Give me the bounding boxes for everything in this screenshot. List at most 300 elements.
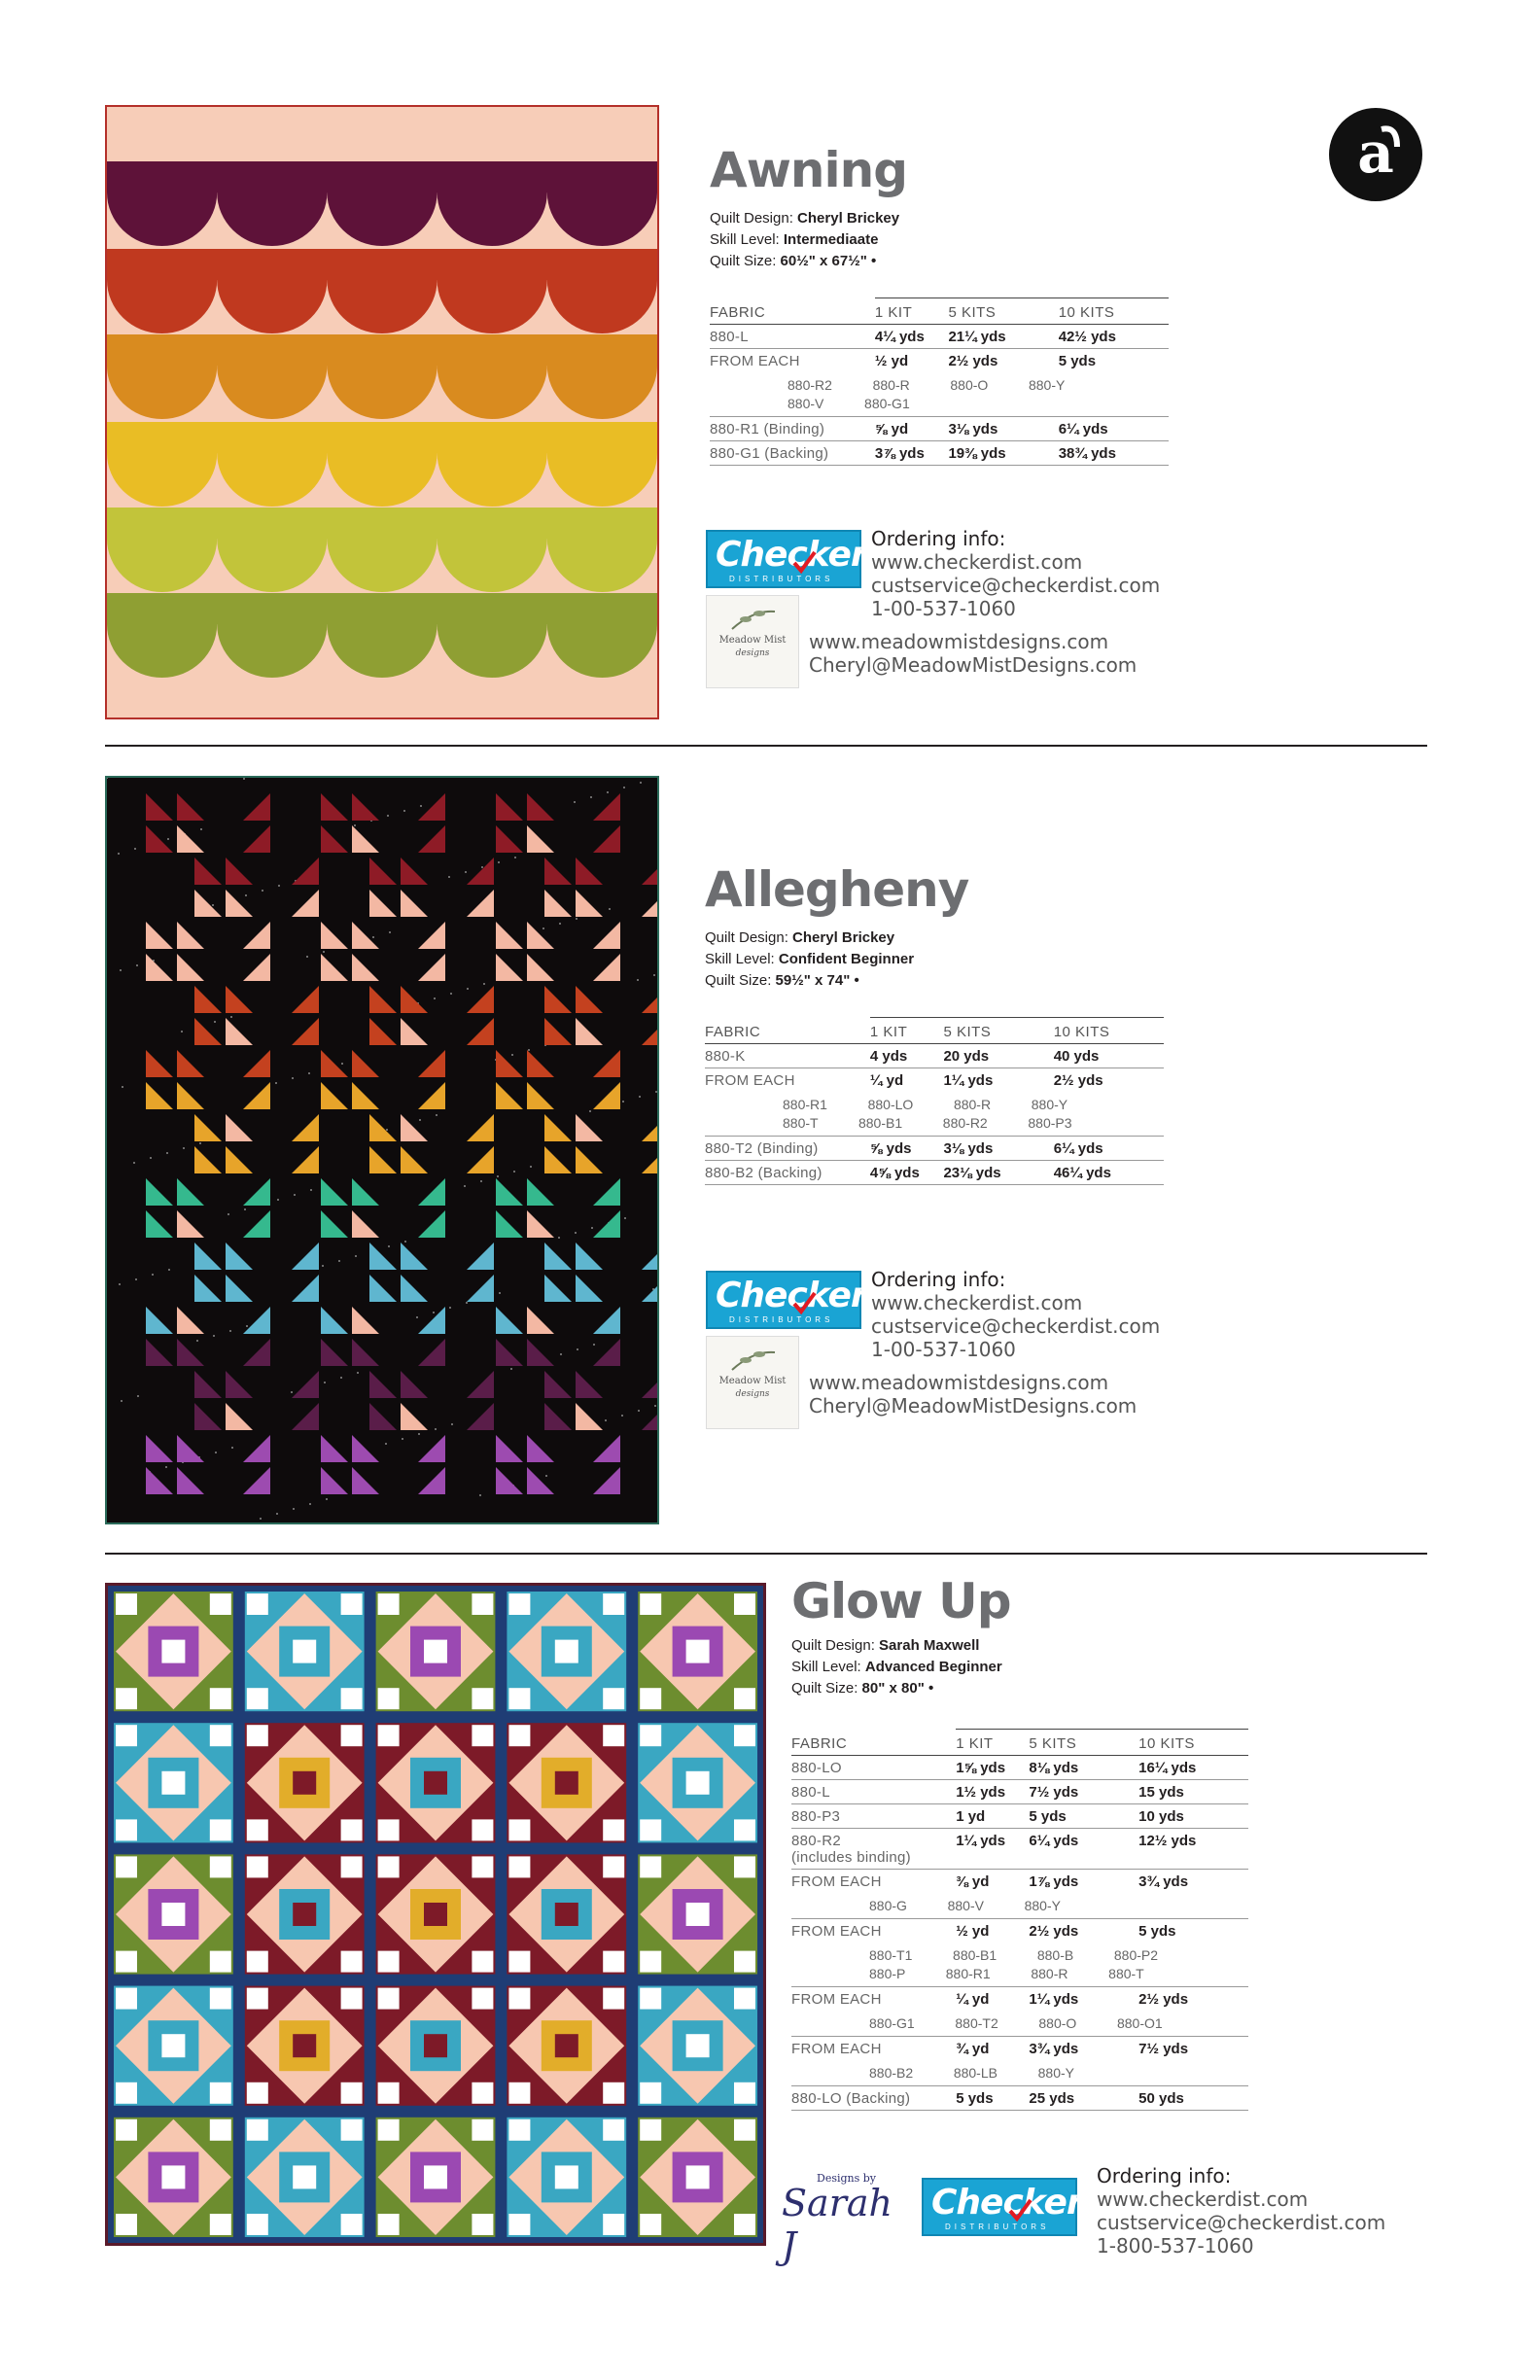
quilt-center-dot <box>293 2165 316 2188</box>
yardage-cell: 15 yds <box>1138 1780 1248 1804</box>
quilt-corner-square <box>640 1725 661 1746</box>
yardage-cell: 2½ yds <box>1138 1991 1189 2008</box>
meadow-mist-logo <box>706 595 799 688</box>
design-label: Quilt Design: <box>710 210 793 227</box>
quilt-center-dot <box>293 1640 316 1663</box>
quilt-corner-square <box>603 1819 624 1840</box>
star-speck <box>165 1466 167 1468</box>
quilt-corner-square <box>378 1951 400 1973</box>
fabric-cell <box>710 349 875 373</box>
quilt-corner-square <box>472 1725 493 1746</box>
quilt-corner-square <box>341 1856 363 1877</box>
checkmark-icon <box>791 549 817 575</box>
quilt-corner-square <box>247 1725 268 1746</box>
column-header: FABRIC <box>791 1730 956 1756</box>
star-speck <box>292 1077 294 1079</box>
quilt-title: Allegheny <box>705 861 969 918</box>
awning-band <box>107 508 657 539</box>
fabric-subcodes-cell <box>791 2060 1248 2086</box>
star-speck <box>560 1353 562 1355</box>
star-speck <box>640 782 642 784</box>
star-speck <box>388 1245 390 1247</box>
quilt-corner-square <box>116 2214 137 2235</box>
skill-label: Skill Level: <box>705 951 775 967</box>
fabric-subcodes-cell <box>710 372 1169 417</box>
fabric-subcodes-row <box>791 2011 1248 2037</box>
awning-quilt-image <box>105 105 659 719</box>
star-speck <box>542 928 544 929</box>
star-speck <box>576 918 578 920</box>
quilt-corner-square <box>508 1988 530 2010</box>
star-speck <box>418 1433 420 1435</box>
fabric-code: FROM EACH <box>705 1072 795 1089</box>
quilt-corner-square <box>247 1856 268 1877</box>
table-row <box>791 2086 1248 2111</box>
star-speck <box>310 1189 312 1191</box>
table-row <box>791 1756 1248 1780</box>
quilt-corner-square <box>116 1819 137 1840</box>
yardage-cell: 50 yds <box>1138 2086 1248 2111</box>
star-speck <box>402 1438 403 1440</box>
quilt-corner-square <box>210 1725 231 1746</box>
designer-name: Cheryl Brickey <box>797 210 900 227</box>
skill-label: Skill Level: <box>791 1659 861 1675</box>
quilt-corner-square <box>116 1725 137 1746</box>
star-speck <box>467 988 469 990</box>
yardage-cell: 19⅜ yds <box>948 441 1058 466</box>
quilt-corner-square <box>210 1951 231 1973</box>
quilt-corner-square <box>247 1688 268 1709</box>
star-speck <box>181 1031 183 1032</box>
quilt-size: 60½" x 67½" • <box>780 253 877 269</box>
star-speck <box>654 1405 656 1407</box>
quilt-corner-square <box>341 1819 363 1840</box>
star-speck <box>403 810 405 812</box>
fabric-code: 880-LO <box>791 1760 842 1776</box>
quilt-corner-square <box>603 2119 624 2141</box>
fabric-code: 880-B2 (Backing) <box>705 1165 822 1181</box>
quilt-title: Awning <box>710 142 908 198</box>
skill-label: Skill Level: <box>710 231 780 248</box>
yardage-cell: 16¼ yds <box>1138 1756 1248 1780</box>
star-speck <box>133 1162 135 1164</box>
star-speck <box>341 1063 343 1065</box>
quilt-corner-square <box>734 1725 755 1746</box>
star-speck <box>262 890 263 892</box>
quilt-corner-square <box>378 1593 400 1615</box>
quilt-corner-square <box>508 1593 530 1615</box>
fabric-subcodes: 880-B2 880-LB 880-Y <box>869 2065 1074 2081</box>
quilt-corner-square <box>508 2119 530 2141</box>
yardage-cell: ¼ yd <box>869 1072 904 1089</box>
quilt-corner-square <box>247 2082 268 2104</box>
star-speck <box>465 871 467 873</box>
quilt-corner-square <box>508 1725 530 1746</box>
awning-band <box>107 161 657 192</box>
star-speck <box>623 787 625 788</box>
star-speck <box>385 1443 387 1445</box>
quilt-corner-square <box>341 2082 363 2104</box>
awning-quilt-graphic <box>107 107 657 718</box>
star-speck <box>607 791 609 793</box>
design-label: Quilt Design: <box>791 1637 875 1654</box>
fabric-table <box>705 1017 1164 1185</box>
star-speck <box>499 1292 501 1294</box>
fabric-cell <box>710 441 875 466</box>
star-speck <box>324 1382 326 1383</box>
awning-band <box>107 593 657 624</box>
yardage-cell: 1¼ yds <box>1029 1991 1079 2008</box>
quilt-corner-square <box>640 1819 661 1840</box>
quilt-center-dot <box>161 1771 185 1795</box>
star-speck <box>243 778 245 780</box>
fabric-cell <box>791 2086 956 2111</box>
star-speck <box>134 848 136 850</box>
awning-band <box>107 249 657 280</box>
table-row <box>791 1919 1248 1943</box>
quilt-corner-square <box>247 2214 268 2235</box>
leaf-branch-icon <box>728 606 779 633</box>
fabric-subcodes-row <box>791 2060 1248 2086</box>
table-row <box>791 1804 1248 1829</box>
quilt-center-dot <box>293 1903 316 1926</box>
star-speck <box>294 1194 296 1196</box>
star-speck <box>466 1302 468 1304</box>
yardage-cell: ⅝ yd <box>875 417 949 441</box>
quilt-corner-square <box>247 1951 268 1973</box>
quilt-corner-square <box>247 1819 268 1840</box>
table-row <box>791 1870 1248 1894</box>
fabric-subcodes-cell <box>791 1893 1248 1919</box>
table-row <box>705 1137 1164 1161</box>
table-row <box>710 349 1169 373</box>
quilt-corner-square <box>341 1951 363 1973</box>
quilt-corner-square <box>210 2082 231 2104</box>
glow-up-quilt-graphic <box>108 1586 763 2243</box>
quilt-corner-square <box>640 1688 661 1709</box>
star-speck <box>230 1016 232 1018</box>
quilt-corner-square <box>734 1951 755 1973</box>
star-speck <box>308 1072 310 1074</box>
quilt-corner-square <box>341 1988 363 2010</box>
star-speck <box>622 1101 624 1102</box>
quilt-center-dot <box>424 2165 447 2188</box>
star-speck <box>480 1180 482 1182</box>
star-speck <box>323 951 325 953</box>
star-speck <box>638 1410 640 1412</box>
yardage-cell: 6¼ yds <box>1054 1137 1164 1161</box>
yardage-cell: ¼ yd <box>956 1991 990 2008</box>
quilt-corner-square <box>116 1856 137 1877</box>
checker-email-link[interactable]: custservice@checkerdist.com <box>1097 2211 1386 2234</box>
star-speck <box>449 1307 451 1309</box>
quilt-corner-square <box>603 2082 624 2104</box>
quilt-corner-square <box>472 1951 493 1973</box>
quilt-center-dot <box>555 2034 578 2057</box>
star-speck <box>558 1237 560 1239</box>
fabric-code: 880-T2 (Binding) <box>705 1140 819 1157</box>
star-speck <box>372 936 374 938</box>
quilt-corner-square <box>341 1688 363 1709</box>
star-speck <box>118 853 120 855</box>
table-row <box>705 1161 1164 1185</box>
fabric-code: 880-R1 (Binding) <box>710 421 825 438</box>
star-speck <box>122 1086 123 1088</box>
yardage-cell: 1¼ yds <box>943 1072 994 1089</box>
yardage-cell: 3¾ yds <box>1029 2041 1079 2057</box>
table-row <box>710 441 1169 466</box>
size-label: Quilt Size: <box>705 972 772 989</box>
checker-phone: 1-00-537-1060 <box>871 597 1016 620</box>
designer-website-link[interactable]: www.meadowmistdesigns.com <box>809 1371 1109 1394</box>
quilt-corner-square <box>640 2119 661 2141</box>
meadow-logo-text: Meadow Mist <box>718 635 787 646</box>
yardage-cell: ½ yd <box>956 1923 990 1940</box>
quilt-corner-square <box>341 2119 363 2141</box>
fabric-subcodes: 880-T1 880-B1 880-B 880-P2 <box>869 1947 1159 1963</box>
fabric-cell <box>710 325 875 349</box>
star-speck <box>433 1312 435 1313</box>
meadow-logo-text: Meadow Mist <box>718 1376 787 1386</box>
quilt-corner-square <box>116 1593 137 1615</box>
quilt-corner-square <box>378 1988 400 2010</box>
yardage-cell: 3¾ yds <box>1138 1873 1189 1890</box>
quilt-corner-square <box>603 1856 624 1877</box>
star-speck <box>605 1419 607 1421</box>
table-row <box>705 1068 1164 1093</box>
column-header: 5 KITS <box>1029 1730 1138 1756</box>
quilt-corner-square <box>508 2082 530 2104</box>
fabric-subcodes: 880-T 880-B1 880-R2 880-P3 <box>783 1115 1072 1131</box>
designer-email-link[interactable]: Cheryl@MeadowMistDesigns.com <box>809 653 1138 677</box>
fabric-subcodes-cell <box>791 2011 1248 2037</box>
star-speck <box>589 1110 591 1112</box>
quilt-corner-square <box>640 1593 661 1615</box>
star-speck <box>168 1269 170 1271</box>
design-label: Quilt Design: <box>705 929 788 946</box>
table-row <box>705 1044 1164 1068</box>
fabric-cell <box>705 1044 870 1068</box>
quilt-corner-square <box>508 1819 530 1840</box>
quilt-corner-square <box>378 2214 400 2235</box>
checker-website-link[interactable]: www.checkerdist.com <box>1097 2188 1309 2211</box>
star-speck <box>448 876 450 878</box>
yardage-cell: 42½ yds <box>1059 325 1169 349</box>
quilt-center-dot <box>555 1771 578 1795</box>
star-speck <box>451 1423 453 1425</box>
quilt-corner-square <box>603 1725 624 1746</box>
designer-website-link[interactable]: www.meadowmistdesigns.com <box>809 630 1109 653</box>
star-speck <box>215 1452 217 1453</box>
designer-name: Cheryl Brickey <box>792 929 895 946</box>
fabric-code: 880-L <box>710 329 749 345</box>
star-speck <box>416 1316 418 1318</box>
fabric-code: FROM EACH <box>791 1923 882 1940</box>
designer-email-link[interactable]: Cheryl@MeadowMistDesigns.com <box>809 1394 1138 1418</box>
star-speck <box>276 1513 278 1515</box>
checker-logo-text: Checker <box>716 1276 867 1315</box>
table-row <box>791 2037 1248 2061</box>
fabric-subcodes: 880-V 880-G1 <box>788 396 910 411</box>
leaf-branch-icon <box>728 1347 779 1374</box>
star-speck <box>212 904 214 906</box>
quilt-corner-square <box>210 1819 231 1840</box>
fabric-cell <box>791 1756 956 1780</box>
quilt-corner-square <box>378 1819 400 1840</box>
checkmark-icon <box>791 1290 817 1315</box>
column-header: 5 KITS <box>948 298 1058 325</box>
quilt-corner-square <box>341 1725 363 1746</box>
yardage-cell: 38¾ yds <box>1059 441 1169 466</box>
quilt-corner-square <box>734 1988 755 2010</box>
star-speck <box>593 1344 595 1346</box>
section-divider <box>105 745 1427 747</box>
star-speck <box>513 1171 515 1172</box>
star-speck <box>213 1335 215 1337</box>
quilt-corner-square <box>378 1856 400 1877</box>
star-speck <box>150 1157 152 1159</box>
star-speck <box>436 1114 438 1116</box>
fabric-code: 880-L <box>791 1784 830 1801</box>
quilt-corner-square <box>378 1725 400 1746</box>
quilt-corner-square <box>734 2214 755 2235</box>
fabric-subcodes: 880-R1 880-LO 880-R 880-Y <box>783 1097 1068 1112</box>
quilt-corner-square <box>508 1688 530 1709</box>
quilt-corner-square <box>210 2214 231 2235</box>
star-speck <box>245 894 247 896</box>
fabric-cell <box>710 417 875 441</box>
ordering-heading: Ordering info: <box>1097 2164 1232 2188</box>
star-speck <box>637 979 639 981</box>
star-speck <box>309 1503 311 1505</box>
yardage-cell: ½ yd <box>874 353 909 369</box>
star-speck <box>322 1265 324 1267</box>
fabric-cell <box>705 1161 870 1185</box>
quilt-center-dot <box>686 2034 710 2057</box>
quilt-corner-square <box>472 2119 493 2141</box>
quilt-center-dot <box>424 1640 447 1663</box>
star-speck <box>528 1049 530 1051</box>
star-speck <box>166 1152 168 1154</box>
yardage-cell: 12½ yds <box>1138 1829 1248 1870</box>
checker-email-link[interactable]: custservice@checkerdist.com <box>871 574 1161 597</box>
star-speck <box>357 1372 359 1374</box>
fabric-subcodes-row <box>791 1893 1248 1919</box>
quilt-corner-square <box>734 1688 755 1709</box>
fabric-code: FROM EACH <box>710 353 800 369</box>
star-speck <box>338 1260 340 1262</box>
star-speck <box>135 1278 137 1280</box>
yardage-cell: 7½ yds <box>1029 1780 1138 1804</box>
quilt-center-dot <box>161 2165 185 2188</box>
meadow-logo-subtext: designs <box>735 648 770 658</box>
column-header: 1 KIT <box>956 1730 1029 1756</box>
quilt-corner-square <box>472 1988 493 2010</box>
fabric-cell <box>791 1829 956 1870</box>
quilt-center-dot <box>424 1771 447 1795</box>
star-speck <box>653 974 655 976</box>
star-speck <box>326 1498 328 1500</box>
yardage-cell: 20 yds <box>943 1044 1053 1068</box>
star-speck <box>511 1054 513 1056</box>
fabric-subcodes: 880-G1 880-T2 880-O 880-O1 <box>869 2015 1163 2031</box>
quilt-corner-square <box>472 1856 493 1877</box>
fabric-cell <box>791 1870 956 1894</box>
star-speck <box>514 857 516 858</box>
checkmark-icon <box>1007 2197 1032 2222</box>
star-speck <box>228 1213 229 1215</box>
ordering-heading: Ordering info: <box>871 1268 1006 1291</box>
awning-info <box>710 142 1169 466</box>
quilt-corner-square <box>472 1819 493 1840</box>
yardage-cell: 40 yds <box>1054 1044 1164 1068</box>
star-speck <box>545 1475 547 1477</box>
sarah-logo-small: Designs by <box>817 2172 877 2185</box>
quilt-corner-square <box>640 1951 661 1973</box>
table-row <box>791 1780 1248 1804</box>
table-row <box>710 417 1169 441</box>
star-speck <box>591 1227 593 1229</box>
star-speck <box>354 824 356 826</box>
fabric-code: 880-R2 <box>791 1833 841 1849</box>
quilt-center-dot <box>686 1903 710 1926</box>
quilt-center-dot <box>161 2034 185 2057</box>
star-speck <box>355 1255 357 1257</box>
checker-email-link[interactable]: custservice@checkerdist.com <box>871 1314 1161 1338</box>
fabric-code: 880-P3 <box>791 1808 841 1825</box>
star-speck <box>260 1518 262 1520</box>
quilt-meta <box>710 208 1169 272</box>
quilt-corner-square <box>640 1856 661 1877</box>
star-speck <box>275 1082 277 1084</box>
quilt-corner-square <box>341 1593 363 1615</box>
quilt-corner-square <box>603 2214 624 2235</box>
quilt-corner-square <box>734 2119 755 2141</box>
star-speck <box>574 801 576 803</box>
table-header-row <box>791 1730 1248 1756</box>
star-speck <box>387 815 389 817</box>
star-speck <box>639 1096 641 1098</box>
yardage-cell: 7½ yds <box>1138 2041 1189 2057</box>
star-speck <box>389 931 391 933</box>
star-speck <box>291 1391 293 1393</box>
quilt-size: 59½" x 74" • <box>775 972 859 989</box>
allegheny-quilt-image <box>105 776 659 1524</box>
quilt-corner-square <box>116 1688 137 1709</box>
quilt-background <box>107 778 657 1522</box>
star-speck <box>655 1091 657 1093</box>
skill-level: Advanced Beginner <box>864 1659 1002 1675</box>
checker-logo-subtext: DISTRIBUTORS <box>945 2222 1050 2231</box>
brand-logo-icon <box>1329 108 1422 201</box>
checker-website-link[interactable]: www.checkerdist.com <box>871 1291 1083 1314</box>
quilt-corner-square <box>603 1593 624 1615</box>
fabric-code: 880-G1 (Backing) <box>710 445 829 462</box>
yardage-cell: 4 yds <box>870 1044 944 1068</box>
awning-band <box>107 334 657 366</box>
yardage-cell: 5 yds <box>1058 353 1097 369</box>
star-speck <box>575 1232 577 1234</box>
quilt-corner-square <box>210 1856 231 1877</box>
star-speck <box>404 1241 406 1242</box>
yardage-cell: 3⅛ yds <box>948 417 1058 441</box>
yardage-cell: 1 yd <box>956 1804 1029 1829</box>
size-label: Quilt Size: <box>710 253 777 269</box>
size-label: Quilt Size: <box>791 1680 858 1697</box>
checker-website-link[interactable]: www.checkerdist.com <box>871 550 1083 574</box>
quilt-center-dot <box>555 1640 578 1663</box>
star-speck <box>498 861 500 863</box>
